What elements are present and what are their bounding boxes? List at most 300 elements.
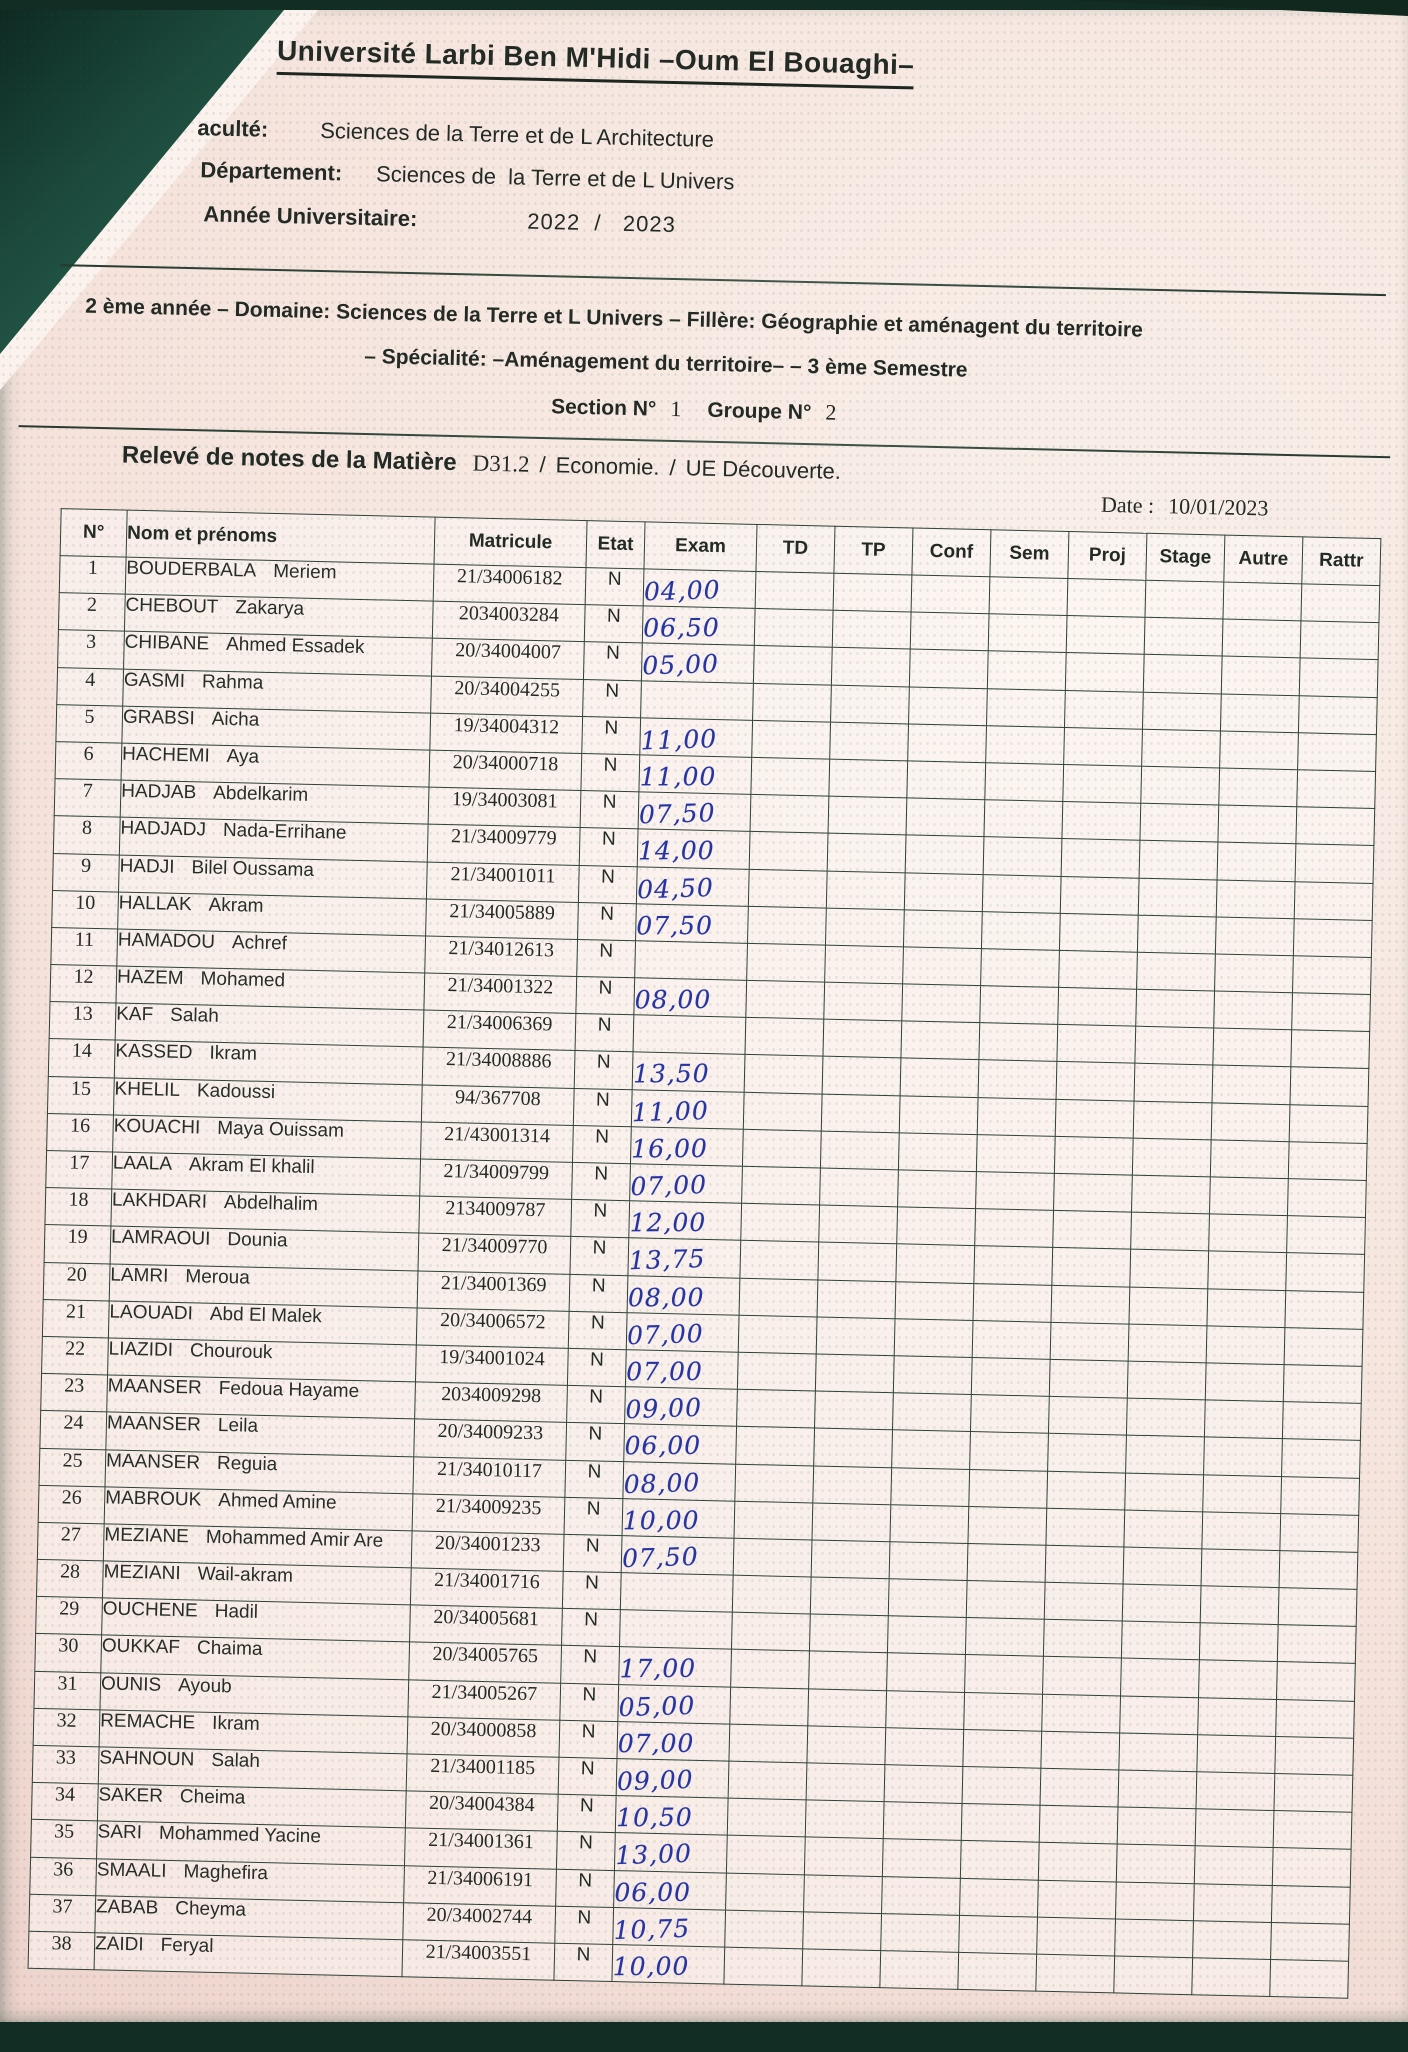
- department-value: Sciences de la Terre et de L Univers: [375, 161, 735, 195]
- empty-grade-cell: [1222, 619, 1301, 658]
- empty-grade-cell: [1037, 1917, 1116, 1956]
- empty-grade-cell: [965, 1655, 1044, 1694]
- row-number-cell: 17: [46, 1150, 113, 1189]
- handwritten-grade: 10,00: [612, 1951, 690, 1982]
- exam-grade-cell: [614, 1833, 727, 1873]
- empty-grade-cell: [748, 869, 827, 908]
- empty-grade-cell: [970, 1395, 1049, 1434]
- empty-grade-cell: [1213, 1028, 1292, 1067]
- handwritten-grade: 08,00: [623, 1467, 701, 1499]
- handwritten-grade: 08,00: [634, 985, 712, 1015]
- handwritten-grade: 13,00: [614, 1839, 693, 1871]
- empty-grade-cell: [738, 1315, 817, 1354]
- student-last-name: HADJADJ: [120, 817, 207, 841]
- empty-grade-cell: [724, 1947, 803, 1986]
- handwritten-grade: 16,00: [631, 1133, 708, 1164]
- student-first-name: Feryal: [160, 1934, 214, 1957]
- empty-grade-cell: [1134, 1064, 1213, 1103]
- empty-grade-cell: [1119, 1733, 1198, 1772]
- exam-grade-cell: [622, 1498, 735, 1538]
- empty-grade-cell: [743, 1092, 822, 1131]
- empty-grade-cell: [1289, 1104, 1368, 1143]
- empty-grade-cell: [745, 1018, 824, 1057]
- student-last-name: KASSED: [115, 1040, 193, 1064]
- matricule-cell: 20/34004255: [431, 676, 584, 717]
- matricule-cell: 21/34006369: [423, 1010, 576, 1051]
- empty-grade-cell: [1055, 1099, 1134, 1138]
- row-number-cell: 35: [31, 1820, 98, 1859]
- row-number-cell: 2: [58, 593, 125, 632]
- empty-grade-cell: [986, 725, 1065, 764]
- empty-grade-cell: [1114, 1956, 1193, 1995]
- empty-grade-cell: [1215, 954, 1294, 993]
- empty-grade-cell: [1215, 917, 1294, 956]
- empty-grade-cell: [895, 1281, 974, 1320]
- student-last-name: MAANSER: [107, 1375, 202, 1399]
- empty-grade-cell: [1046, 1508, 1125, 1547]
- empty-grade-cell: [1284, 1327, 1363, 1366]
- empty-grade-cell: [828, 796, 907, 835]
- empty-grade-cell: [881, 1913, 960, 1952]
- matricule-cell: 21/34003551: [402, 1940, 555, 1981]
- empty-grade-cell: [1039, 1805, 1118, 1844]
- empty-grade-cell: [829, 759, 908, 798]
- student-first-name: Abdelkarim: [212, 782, 309, 806]
- student-first-name: Cheima: [179, 1786, 246, 1809]
- empty-grade-cell: [809, 1614, 888, 1653]
- empty-grade-cell: [1045, 1545, 1124, 1584]
- student-name-cell: [94, 1933, 403, 1977]
- row-number-cell: 8: [53, 816, 120, 855]
- student-first-name: Mohammed Yacine: [158, 1823, 322, 1848]
- row-number-cell: 3: [58, 630, 125, 669]
- empty-grade-cell: [746, 980, 825, 1019]
- empty-grade-cell: [884, 1765, 963, 1804]
- handwritten-grade: 07,00: [630, 1169, 708, 1202]
- academic-year-row: [203, 201, 676, 238]
- etat-cell: N: [582, 716, 641, 754]
- empty-grade-cell: [749, 832, 828, 871]
- etat-cell: N: [564, 1497, 623, 1535]
- empty-grade-cell: [832, 610, 911, 649]
- empty-grade-cell: [1123, 1547, 1202, 1586]
- empty-grade-cell: [1282, 1402, 1361, 1441]
- etat-cell: N: [566, 1423, 625, 1461]
- empty-grade-cell: [908, 724, 987, 763]
- student-last-name: LAMRI: [110, 1264, 169, 1287]
- empty-grade-cell: [733, 1538, 812, 1577]
- handwritten-grade: 07,50: [621, 1541, 700, 1574]
- empty-grade-cell: [751, 757, 830, 796]
- empty-grade-cell: [1061, 839, 1140, 878]
- empty-grade-cell: [1200, 1586, 1279, 1625]
- exam-grade-cell: [641, 680, 754, 720]
- etat-cell: N: [578, 902, 637, 940]
- empty-grade-cell: [1203, 1474, 1282, 1513]
- empty-grade-cell: [1207, 1288, 1286, 1327]
- row-number-cell: 21: [42, 1299, 109, 1338]
- student-first-name: Dounia: [227, 1229, 288, 1252]
- empty-grade-cell: [820, 1131, 899, 1170]
- exam-grade-cell: [630, 1127, 743, 1167]
- empty-grade-cell: [806, 1763, 885, 1802]
- etat-cell: N: [559, 1720, 618, 1758]
- row-number-cell: 1: [59, 556, 126, 595]
- empty-grade-cell: [1287, 1179, 1366, 1218]
- student-first-name: Ahmed Amine: [218, 1489, 337, 1514]
- etat-cell: N: [573, 1088, 632, 1126]
- empty-grade-cell: [1197, 1735, 1276, 1774]
- student-first-name: Ikram: [209, 1043, 258, 1066]
- exam-grade-cell: [632, 1052, 745, 1092]
- empty-grade-cell: [1205, 1363, 1284, 1402]
- empty-grade-cell: [960, 1878, 1039, 1917]
- empty-grade-cell: [978, 1060, 1057, 1099]
- handwritten-grade: 14,00: [638, 836, 715, 866]
- etat-cell: N: [570, 1237, 629, 1275]
- empty-grade-cell: [985, 763, 1064, 802]
- empty-grade-cell: [814, 1428, 893, 1467]
- matricule-cell: 21/34005267: [408, 1679, 561, 1720]
- empty-grade-cell: [889, 1542, 968, 1581]
- empty-grade-cell: [900, 1058, 979, 1097]
- empty-grade-cell: [1064, 727, 1143, 766]
- empty-grade-cell: [730, 1687, 809, 1726]
- etat-cell: N: [584, 605, 643, 643]
- section-label: Section N°: [550, 395, 657, 421]
- empty-grade-cell: [1115, 1919, 1194, 1958]
- empty-grade-cell: [1288, 1141, 1367, 1180]
- empty-grade-cell: [888, 1579, 967, 1618]
- student-last-name: MAANSER: [105, 1449, 201, 1474]
- empty-grade-cell: [1202, 1511, 1281, 1550]
- header-etat: Etat: [586, 521, 645, 569]
- empty-grade-cell: [894, 1319, 973, 1358]
- student-last-name: KHELIL: [114, 1078, 181, 1101]
- empty-grade-cell: [1221, 656, 1300, 695]
- empty-grade-cell: [1143, 655, 1222, 694]
- empty-grade-cell: [882, 1876, 961, 1915]
- header-autre: Autre: [1224, 535, 1303, 584]
- exam-grade-cell: [620, 1610, 733, 1650]
- empty-grade-cell: [1043, 1619, 1122, 1658]
- faculty-row: [197, 115, 714, 153]
- row-number-cell: 33: [32, 1745, 99, 1784]
- exam-grade-cell: [642, 606, 755, 646]
- etat-cell: N: [554, 1943, 613, 1981]
- exam-grade-cell: [638, 792, 751, 832]
- etat-cell: N: [572, 1125, 631, 1163]
- student-first-name: Hadil: [214, 1601, 259, 1624]
- empty-grade-cell: [736, 1427, 815, 1466]
- exam-grade-cell: [629, 1201, 742, 1241]
- handwritten-grade: 10,50: [616, 1802, 693, 1833]
- empty-grade-cell: [1132, 1138, 1211, 1177]
- empty-grade-cell: [892, 1393, 971, 1432]
- empty-grade-cell: [820, 1168, 899, 1207]
- row-number-cell: 37: [29, 1894, 96, 1933]
- empty-grade-cell: [808, 1689, 887, 1728]
- empty-grade-cell: [825, 945, 904, 984]
- empty-grade-cell: [968, 1506, 1047, 1545]
- header-stage: Stage: [1146, 533, 1225, 582]
- header-td: TD: [756, 524, 835, 573]
- empty-grade-cell: [1131, 1175, 1210, 1214]
- empty-grade-cell: [1291, 1030, 1370, 1069]
- empty-grade-cell: [1286, 1253, 1365, 1292]
- empty-grade-cell: [1126, 1435, 1205, 1474]
- student-first-name: Chourouk: [189, 1340, 273, 1364]
- empty-grade-cell: [1300, 621, 1379, 660]
- student-last-name: REMACHE: [99, 1710, 196, 1734]
- exam-grade-cell: [619, 1647, 732, 1687]
- empty-grade-cell: [1293, 918, 1372, 957]
- student-first-name: Ahmed Essadek: [225, 634, 365, 659]
- academic-year-value: 2022 / 2023: [527, 208, 677, 238]
- handwritten-grade: 06,00: [614, 1877, 692, 1907]
- empty-grade-cell: [1128, 1324, 1207, 1363]
- student-first-name: Ikram: [211, 1712, 260, 1735]
- etat-cell: N: [563, 1534, 622, 1572]
- empty-grade-cell: [1043, 1657, 1122, 1696]
- program-line-2: – Spécialité: –Aménagement du territoire– – 3 ème Semestre: [363, 344, 968, 382]
- student-first-name: Maya Ouissam: [217, 1117, 345, 1142]
- empty-grade-cell: [1037, 1880, 1116, 1919]
- academic-year-label: Année Universitaire:: [203, 201, 418, 232]
- empty-grade-cell: [1129, 1287, 1208, 1326]
- student-last-name: HAMADOU: [117, 929, 216, 953]
- empty-grade-cell: [742, 1166, 821, 1205]
- student-last-name: OUKKAF: [101, 1635, 181, 1659]
- empty-grade-cell: [1127, 1361, 1206, 1400]
- student-last-name: ZABAB: [95, 1896, 159, 1919]
- empty-grade-cell: [1063, 764, 1142, 803]
- empty-grade-cell: [1124, 1510, 1203, 1549]
- exam-grade-cell: [614, 1870, 727, 1910]
- exam-grade-cell: [636, 866, 749, 906]
- matricule-cell: 21/34001361: [404, 1828, 557, 1869]
- empty-grade-cell: [1051, 1285, 1130, 1324]
- header-conf: Conf: [912, 528, 991, 577]
- matricule-cell: 19/34004312: [430, 713, 583, 754]
- student-last-name: CHEBOUT: [125, 594, 219, 618]
- empty-grade-cell: [1140, 803, 1219, 842]
- matricule-cell: 21/34008886: [422, 1047, 575, 1088]
- handwritten-grade: 08,00: [627, 1282, 705, 1312]
- exam-grade-cell: [612, 1944, 725, 1984]
- student-last-name: HADJAB: [121, 780, 197, 804]
- empty-grade-cell: [812, 1503, 891, 1542]
- row-number-cell: 23: [41, 1374, 108, 1413]
- section-number: 1: [670, 395, 682, 422]
- student-first-name: Kadoussi: [196, 1080, 276, 1103]
- empty-grade-cell: [747, 943, 826, 982]
- empty-grade-cell: [807, 1726, 886, 1765]
- student-last-name: LAMRAOUI: [110, 1226, 211, 1251]
- empty-grade-cell: [740, 1241, 819, 1280]
- empty-grade-cell: [967, 1543, 1046, 1582]
- row-number-cell: 15: [47, 1076, 114, 1115]
- student-first-name: Meriem: [272, 560, 337, 584]
- empty-grade-cell: [1206, 1326, 1285, 1365]
- handwritten-grade: 09,00: [616, 1764, 694, 1797]
- matricule-cell: 20/34009233: [414, 1419, 567, 1460]
- exam-grade-cell: [625, 1350, 738, 1390]
- empty-grade-cell: [911, 575, 990, 614]
- student-last-name: HACHEMI: [121, 743, 210, 767]
- empty-grade-cell: [824, 982, 903, 1021]
- etat-cell: N: [577, 939, 636, 977]
- matricule-cell: 2134009787: [419, 1196, 572, 1237]
- empty-grade-cell: [981, 911, 1060, 950]
- matricule-cell: 20/34000718: [429, 750, 582, 791]
- empty-grade-cell: [964, 1692, 1043, 1731]
- empty-grade-cell: [1283, 1365, 1362, 1404]
- student-last-name: MEZIANI: [103, 1561, 181, 1585]
- module-ue: UE Découverte.: [685, 455, 842, 484]
- empty-grade-cell: [896, 1244, 975, 1283]
- row-number-cell: 25: [39, 1448, 106, 1487]
- matricule-cell: 21/34009799: [420, 1159, 573, 1200]
- empty-grade-cell: [1276, 1662, 1355, 1701]
- empty-grade-cell: [1201, 1549, 1280, 1588]
- etat-cell: N: [583, 642, 642, 680]
- header-name: Nom et prénoms: [126, 510, 435, 564]
- empty-grade-cell: [1275, 1736, 1354, 1775]
- exam-grade-cell: [630, 1164, 743, 1204]
- exam-grade-cell: [643, 569, 756, 609]
- etat-cell: N: [576, 977, 635, 1015]
- empty-grade-cell: [1299, 658, 1378, 697]
- exam-grade-cell: [618, 1684, 731, 1724]
- etat-cell: N: [579, 828, 638, 866]
- empty-grade-cell: [813, 1465, 892, 1504]
- empty-grade-cell: [1204, 1437, 1283, 1476]
- empty-grade-cell: [976, 1134, 1055, 1173]
- row-number-cell: 38: [28, 1931, 95, 1970]
- etat-cell: N: [578, 865, 637, 903]
- matricule-cell: 20/34005765: [409, 1642, 562, 1683]
- empty-grade-cell: [1067, 579, 1146, 618]
- empty-grade-cell: [728, 1761, 807, 1800]
- row-number-cell: 26: [38, 1485, 105, 1524]
- transcript-label: Relevé de notes de la Matière: [121, 441, 457, 477]
- student-first-name: Leila: [217, 1415, 259, 1438]
- exam-grade-cell: [616, 1759, 729, 1799]
- empty-grade-cell: [885, 1727, 964, 1766]
- empty-grade-cell: [897, 1207, 976, 1246]
- empty-grade-cell: [887, 1616, 966, 1655]
- exam-grade-cell: [641, 643, 754, 683]
- etat-cell: N: [569, 1274, 628, 1312]
- header-proj: Proj: [1068, 532, 1147, 581]
- handwritten-grade: 05,00: [641, 649, 720, 681]
- student-first-name: Salah: [169, 1005, 220, 1028]
- student-first-name: Mohamed: [200, 968, 286, 992]
- empty-grade-cell: [1217, 842, 1296, 881]
- empty-grade-cell: [731, 1650, 810, 1689]
- empty-grade-cell: [830, 722, 909, 761]
- etat-cell: N: [558, 1757, 617, 1795]
- empty-grade-cell: [1053, 1211, 1132, 1250]
- empty-grade-cell: [901, 1021, 980, 1060]
- empty-grade-cell: [1059, 950, 1138, 989]
- empty-grade-cell: [827, 833, 906, 872]
- student-first-name: Akram El khalil: [188, 1154, 315, 1179]
- student-last-name: HAZEM: [116, 966, 184, 990]
- handwritten-grade: 07,50: [636, 910, 714, 941]
- empty-grade-cell: [907, 761, 986, 800]
- empty-grade-cell: [903, 947, 982, 986]
- matricule-cell: 19/34003081: [428, 787, 581, 828]
- matricule-cell: 21/34001185: [406, 1754, 559, 1795]
- empty-grade-cell: [739, 1278, 818, 1317]
- empty-grade-cell: [974, 1246, 1053, 1285]
- exam-grade-cell: [620, 1573, 733, 1613]
- etat-cell: N: [555, 1906, 614, 1944]
- empty-grade-cell: [1199, 1623, 1278, 1662]
- student-last-name: LAOUADI: [109, 1301, 194, 1325]
- student-first-name: Nada-Errihane: [222, 820, 347, 845]
- empty-grade-cell: [1211, 1103, 1290, 1142]
- empty-grade-cell: [983, 837, 1062, 876]
- matricule-cell: 21/34009779: [427, 824, 580, 865]
- handwritten-grade: 07,00: [626, 1356, 703, 1387]
- exam-grade-cell: [633, 1015, 746, 1055]
- exam-grade-cell: [624, 1424, 737, 1464]
- matricule-cell: 20/34005681: [410, 1605, 563, 1646]
- empty-grade-cell: [1126, 1398, 1205, 1437]
- group-label: Groupe N°: [707, 398, 812, 425]
- empty-grade-cell: [1293, 956, 1372, 995]
- empty-grade-cell: [1130, 1249, 1209, 1288]
- empty-grade-cell: [1133, 1101, 1212, 1140]
- student-first-name: Abd El Malek: [209, 1303, 323, 1328]
- empty-grade-cell: [971, 1357, 1050, 1396]
- student-last-name: ZAIDI: [94, 1933, 144, 1956]
- empty-grade-cell: [1276, 1699, 1355, 1738]
- empty-grade-cell: [1270, 1959, 1349, 1998]
- exam-grade-cell: [627, 1275, 740, 1315]
- student-last-name: SMAALI: [96, 1858, 167, 1882]
- empty-grade-cell: [902, 984, 981, 1023]
- handwritten-grade: 10,00: [622, 1505, 700, 1535]
- handwritten-grade: 11,00: [631, 1095, 710, 1127]
- empty-grade-cell: [1136, 989, 1215, 1028]
- student-last-name: LAALA: [112, 1152, 173, 1175]
- matricule-cell: 21/34012613: [425, 936, 578, 977]
- student-first-name: Abdelhalim: [223, 1192, 319, 1216]
- exam-grade-cell: [628, 1238, 741, 1278]
- student-first-name: Bilel Oussama: [191, 856, 315, 881]
- row-number-cell: 7: [54, 779, 121, 818]
- row-number-cell: 10: [52, 890, 119, 929]
- empty-grade-cell: [833, 573, 912, 612]
- empty-grade-cell: [1054, 1136, 1133, 1175]
- header-sem: Sem: [990, 530, 1069, 579]
- matricule-cell: 21/34001322: [424, 973, 577, 1014]
- exam-grade-cell: [617, 1721, 730, 1761]
- empty-grade-cell: [970, 1432, 1049, 1471]
- empty-grade-cell: [959, 1915, 1038, 1954]
- matricule-cell: 20/34001233: [411, 1531, 564, 1572]
- matricule-cell: 21/34009235: [412, 1494, 565, 1535]
- empty-grade-cell: [737, 1352, 816, 1391]
- matricule-cell: 20/34004384: [405, 1791, 558, 1832]
- handwritten-grade: 04,50: [636, 872, 715, 904]
- empty-grade-cell: [958, 1952, 1037, 1991]
- student-first-name: Rahma: [201, 670, 264, 694]
